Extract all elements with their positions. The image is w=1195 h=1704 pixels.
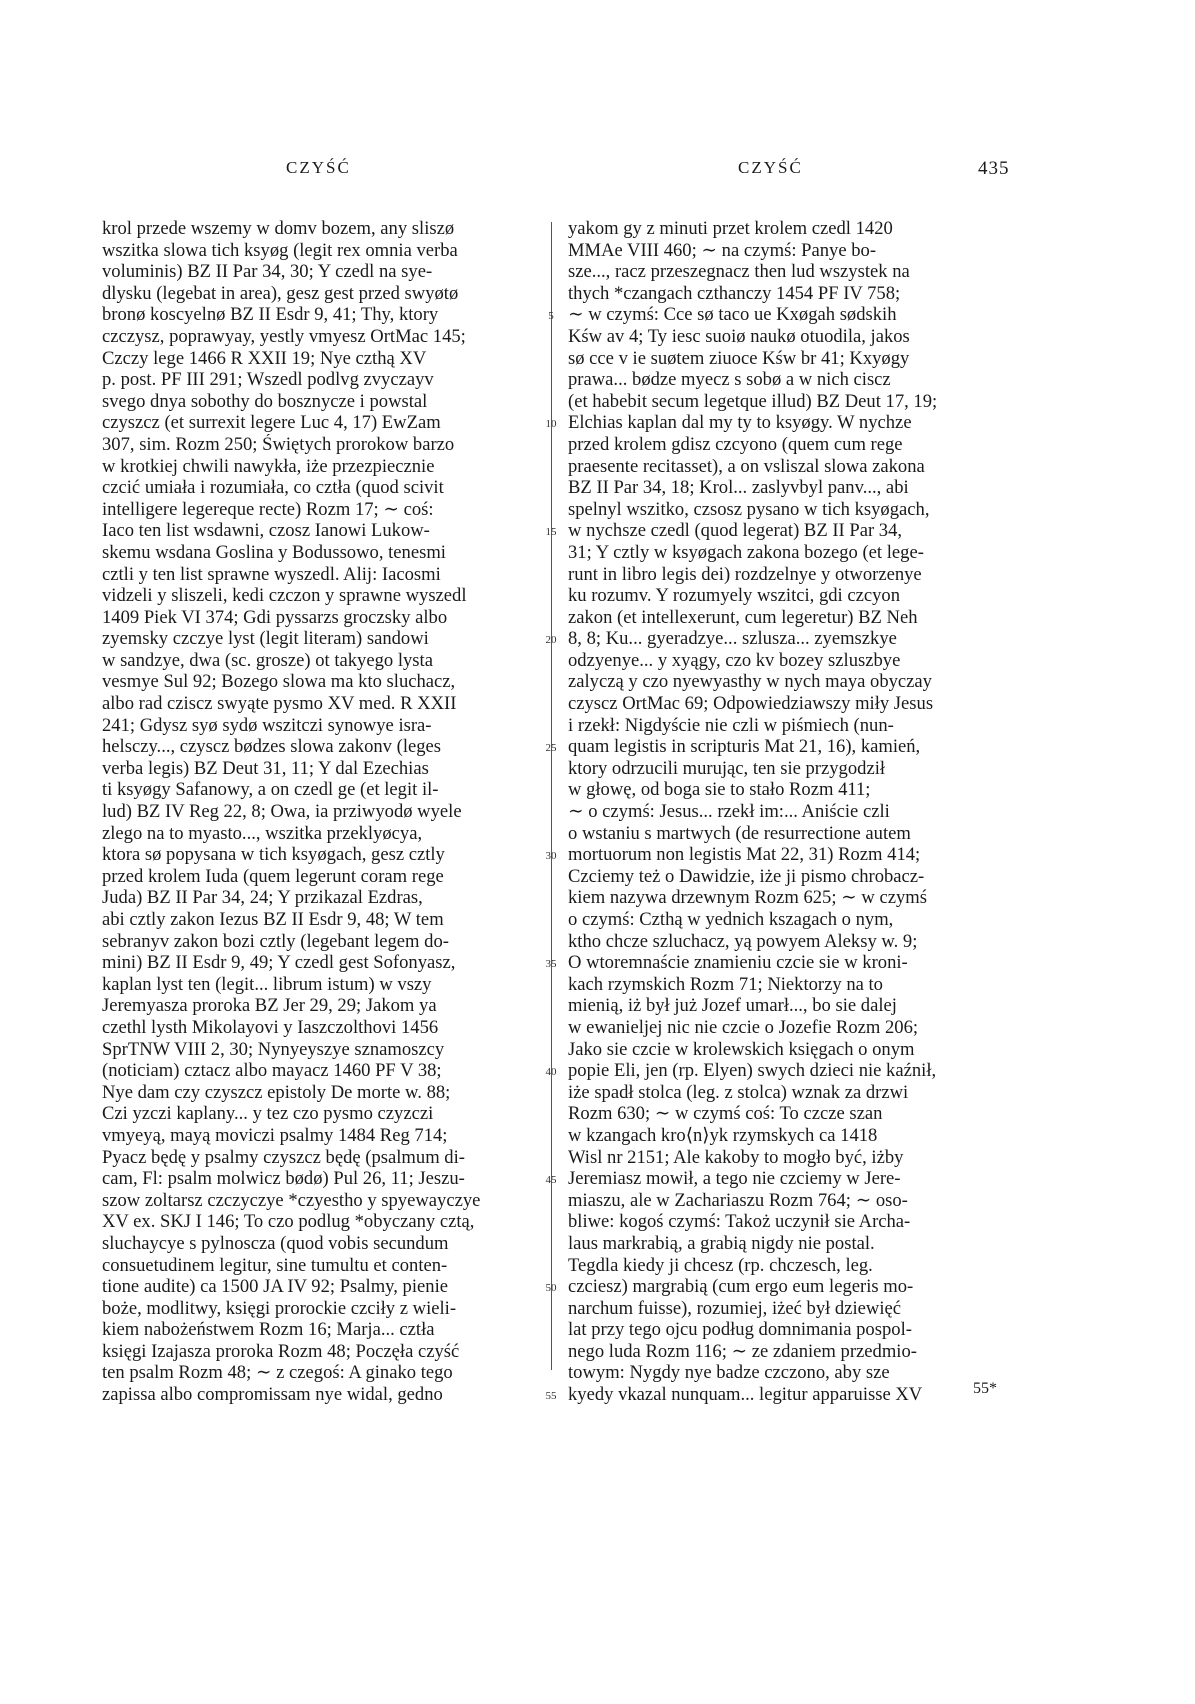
text-line: zalyczą y czo nyewyasthy w nych maya obyczay [568, 671, 932, 693]
text-line: vmyeyą, mayą moviczi psalmy 1484 Reg 714; [102, 1124, 448, 1146]
text-line: Juda) BZ II Par 34, 24; Y przikazal Ezdras, [102, 887, 423, 909]
text-line: iże spadł stolca (leg. z stolca) wznak za drzwi [568, 1081, 909, 1103]
text-line: Czczy lege 1466 R XXII 19; Nye czthą XV [102, 347, 427, 369]
text-line: bliwe: kogoś czymś: Takoż uczynił sie Archa- [568, 1211, 911, 1233]
text-line: MMAe VIII 460; ∼ na czymś: Panye bo- [568, 239, 877, 261]
text-line: vidzeli y sliszeli, kedi czczon y sprawne wyszedl [102, 585, 467, 607]
page-number: 435 [978, 158, 1010, 179]
text-line: zyemsky czczye lyst (legit literam) sandowi [102, 628, 429, 650]
text-line: Iaco ten list wsdawni, czosz Ianowi Lukow- [102, 520, 430, 542]
text-line: ktora sø popysana w tich ksyøgach, gesz cztly [102, 844, 445, 866]
text-line: tione audite) ca 1500 JA IV 92; Psalmy, pienie [102, 1276, 448, 1298]
text-line: zlego na to myasto..., wszitka przeklyøcya, [102, 822, 423, 844]
text-line: czcić umiała i rozumiała, co cztła (quod scivit [102, 477, 444, 499]
line-number: 15 [545, 526, 557, 539]
text-line: mortuorum non legistis Mat 22, 31) Rozm 414; [568, 844, 921, 866]
text-line: prawa... bødze myecz s sobø a w nich ciscz [568, 369, 891, 391]
text-line: 307, sim. Rozm 250; Świętych prorokow barzo [102, 433, 455, 455]
text-line: sebranyv zakon bozi cztly (legebant legem do- [102, 930, 449, 952]
text-line: popie Eli, jen (rp. Elyen) swych dzieci nie kaźnił, [568, 1060, 937, 1082]
line-number: 40 [545, 1066, 557, 1079]
text-line: cztli y ten list sprawne wyszedl. Alij: Iacosmi [102, 563, 441, 585]
text-line: czyscz OrtMac 69; Odpowiedziawszy miły Jesus [568, 693, 934, 715]
text-line: ten psalm Rozm 48; ∼ z czegoś: A ginako tego [102, 1362, 453, 1384]
text-line: quam legistis in scripturis Mat 21, 16), kamień, [568, 736, 921, 758]
text-line: w nychsze czedl (quod legerat) BZ II Par 34, [568, 520, 903, 542]
text-line: spelnyl wszitko, czsosz pysano w tich ksyøgach, [568, 498, 930, 520]
text-line: O wtoremnaście znamieniu czcie sie w kroni- [568, 952, 908, 974]
right-column [568, 218, 994, 1406]
text-line: Wisl nr 2151; Ale kakoby to mogło być, iżby [568, 1146, 904, 1168]
text-line: miaszu, ale w Zachariaszu Rozm 764; ∼ oso- [568, 1189, 908, 1211]
text-line: (noticiam) cztacz albo mayacz 1460 PF V 38; [102, 1060, 442, 1082]
text-line: w głowę, od boga sie to stało Rozm 411; [568, 779, 871, 801]
line-number: 45 [545, 1174, 557, 1187]
text-line: helsczy..., czyscz bødzes slowa zakonv (leges [102, 736, 442, 758]
text-line: skemu wsdana Goslina y Bodussowo, tenesmi [102, 541, 446, 563]
text-line: 31; Y cztly w ksyøgach zakona bozego (et lege- [568, 541, 924, 563]
text-line: vesmye Sul 92; Bozego slowa ma kto sluchacz, [102, 671, 456, 693]
text-line: ti ksyøgy Safanowy, a on czedl ge (et legit il- [102, 779, 439, 801]
text-line: ku rozumv. Y rozumyely wszitci, gdi czcyon [568, 585, 901, 607]
column-divider [551, 222, 552, 1370]
text-line: Czi yzczi kaplany... y tez czo pysmo czyzczi [102, 1103, 434, 1125]
text-line: w kzangach kro⟨n⟩yk rzymskych ca 1418 [568, 1124, 878, 1146]
text-line: p. post. PF III 291; Wszedl podlvg zvyczayv [102, 369, 434, 391]
line-number: 25 [545, 742, 557, 755]
text-line: runt in libro legis dei) rozdzelnye y otworzenye [568, 563, 922, 585]
text-line: wszitka slowa tich ksyøg (legit rex omnia verba [102, 239, 458, 261]
line-number: 10 [545, 418, 557, 431]
text-line: 241; Gdysz syø sydø wszitczi synowye isra- [102, 714, 432, 736]
text-line: kaplan lyst ten (legit... librum istum) w vszy [102, 973, 432, 995]
text-line: Kśw av 4; Ty iesc suoiø naukø otuodila, jakos [568, 325, 910, 347]
text-line: narchum fuisse), rozumiej, iżeć był dziewięć [568, 1297, 901, 1319]
text-line: SprTNW VIII 2, 30; Nynyeyszye sznamoszcy [102, 1038, 445, 1060]
text-line: i rzekł: Nigdyście nie czli w piśmiech (nun- [568, 714, 894, 736]
text-line: Elchias kaplan dal my ty to ksyøgy. W nychze [568, 412, 912, 434]
text-line: Nye dam czy czyszcz epistoly De morte w. 88; [102, 1081, 451, 1103]
text-line: voluminis) BZ II Par 34, 30; Y czedl na sye- [102, 261, 433, 283]
text-line: 8, 8; Ku... gyeradzye... szlusza... zyemszkye [568, 628, 897, 650]
running-head-right: CZYŚĆ [738, 158, 803, 177]
text-line: Rozm 630; ∼ w czymś coś: To czcze szan [568, 1103, 883, 1125]
text-line: dlysku (legebat in area), gesz gest przed swyøtø [102, 282, 459, 304]
text-line: albo rad cziscz swyąte pysmo XV med. R XXII [102, 693, 457, 715]
text-line: przed krolem Iuda (quem legerunt coram rege [102, 865, 444, 887]
text-line: verba legis) BZ Deut 31, 11; Y dal Ezechias [102, 757, 429, 779]
text-line: w ewanieljej nic nie czcie o Jozefie Rozm 206; [568, 1016, 919, 1038]
signature-mark: 55* [973, 1380, 997, 1397]
text-line: Pyacz będę y psalmy czyszcz będę (psalmum di- [102, 1146, 465, 1168]
text-line: czyszcz (et surrexit legere Luc 4, 17) EwZam [102, 412, 441, 434]
text-line: księgi Izajasza proroka Rozm 48; Poczęła czyść [102, 1340, 460, 1362]
text-line: kach rzymskich Rozm 71; Niektorzy na to [568, 973, 883, 995]
text-line: sluchaycye s pylnoscza (quod vobis secundum [102, 1232, 449, 1254]
text-line: czethl lysth Mikolayovi y Iaszczolthovi 1456 [102, 1016, 439, 1038]
line-number: 55 [545, 1390, 557, 1403]
line-number: 30 [545, 850, 557, 863]
text-line: mienią, iż był już Jozef umarł..., bo sie dalej [568, 995, 897, 1017]
text-line: o wstaniu s martwych (de resurrectione autem [568, 822, 911, 844]
text-line: w sandzye, dwa (sc. grosze) ot takyego lysta [102, 649, 433, 671]
line-number: 50 [545, 1282, 557, 1295]
text-line: lud) BZ IV Reg 22, 8; Owa, ia prziwyodø wyele [102, 801, 462, 823]
text-line: towym: Nygdy nye badze czczono, aby sze [568, 1362, 890, 1384]
text-line: Jeremyasza proroka BZ Jer 29, 29; Jakom ya [102, 995, 437, 1017]
text-line: ∼ o czymś: Jesus... rzekł im:... Aniście czli [568, 801, 890, 823]
text-line: praesente recitasset), a on vsliszal slowa zakona [568, 455, 925, 477]
text-line: BZ II Par 34, 18; Krol... zaslyvbyl panv..., abi [568, 477, 909, 499]
text-line: Tegdla kiedy ji chcesz (rp. chczesch, leg. [568, 1254, 873, 1276]
text-line: w krotkiej chwili nawykła, iże przezpiecznie [102, 455, 435, 477]
text-line: sze..., racz przeszegnacz then lud wszystek na [568, 261, 910, 283]
text-line: thych *czangach czthanczy 1454 PF IV 758; [568, 282, 901, 304]
text-line: czciesz) margrabią (cum ergo eum legeris mo- [568, 1276, 914, 1298]
text-line: boże, modlitwy, księgi prorockie czciły z wieli- [102, 1297, 457, 1319]
text-line: abi cztly zakon Iezus BZ II Esdr 9, 48; W tem [102, 909, 444, 930]
text-line: bronø koscyelnø BZ II Esdr 9, 41; Thy, ktory [102, 304, 439, 326]
text-line: kiem nabożeństwem Rozm 16; Marja... cztła [102, 1319, 435, 1341]
line-number: 20 [545, 634, 557, 647]
text-line: szow zoltarsz czczyczye *czyestho y spyewayczye [102, 1189, 481, 1211]
text-line: Jako sie czcie w krolewskich księgach o onym [568, 1038, 915, 1060]
text-line: ∼ w czymś: Cce sø taco ue Kxøgah sødskih [568, 304, 897, 326]
line-number: 5 [548, 310, 554, 323]
text-line: lat przy tego ojcu podług domnimania pospol- [568, 1319, 912, 1341]
text-line: przed krolem gdisz czcyono (quem cum rege [568, 433, 903, 455]
text-line: ktory odrzucili murując, ten sie przygodził [568, 757, 886, 779]
text-line: 1409 Piek VI 374; Gdi pyssarzs groczsky albo [102, 606, 448, 628]
left-column [102, 218, 528, 1406]
text-line: Czciemy też o Dawidzie, iże ji pismo chrobacz- [568, 865, 925, 887]
text-line: yakom gy z minuti przet krolem czedl 1420 [568, 218, 893, 239]
text-line: mini) BZ II Esdr 9, 49; Y czedl gest Sofonyasz, [102, 952, 456, 974]
text-line: sø cce v ie suøtem ziuoce Kśw br 41; Kxyøgy [568, 347, 910, 369]
text-line: o czymś: Czthą w yednich kszagach o nym, [568, 909, 894, 930]
text-line: XV ex. SKJ I 146; To czo podlug *obyczany cztą, [102, 1211, 475, 1233]
running-head-left: CZYŚĆ [286, 158, 351, 177]
text-line: kyedy vkazal nunquam... legitur apparuisse XV [568, 1384, 923, 1406]
text-line: zakon (et intellexerunt, cum legeretur) BZ Neh [568, 606, 918, 628]
text-line: ktho chcze szluchacz, yą powyem Aleksy w. 9; [568, 930, 918, 952]
text-line: (et habebit secum legetque illud) BZ Deut 17, 19; [568, 390, 938, 412]
text-line: nego luda Rozm 116; ∼ ze zdaniem przedmio- [568, 1340, 917, 1362]
text-line: cam, Fl: psalm molwicz bødø) Pul 26, 11; Jeszu- [102, 1168, 465, 1190]
line-number: 35 [545, 958, 557, 971]
text-line: consuetudinem legitur, sine tumultu et conten- [102, 1254, 448, 1276]
text-line: zapissa albo compromissam nye widal, gedno [102, 1384, 443, 1406]
text-line: krol przede wszemy w domv bozem, any sliszø [102, 218, 455, 239]
text-line: intelligere legereque recte) Rozm 17; ∼ coś: [102, 498, 434, 520]
text-line: odzyenye... y xyągy, czo kv bozey szluszbye [568, 649, 901, 671]
text-line: kiem nazywa drzewnym Rozm 625; ∼ w czymś [568, 887, 927, 909]
text-line: czczysz, poprawyay, yestly vmyesz OrtMac 145; [102, 325, 466, 347]
text-line: laus markrabią, a grabią nigdy nie postal. [568, 1232, 875, 1254]
text-line: svego dnya sobothy do bosznycze i powstal [102, 390, 428, 412]
text-line: Jeremiasz mowił, a tego nie czciemy w Jere- [568, 1168, 901, 1190]
